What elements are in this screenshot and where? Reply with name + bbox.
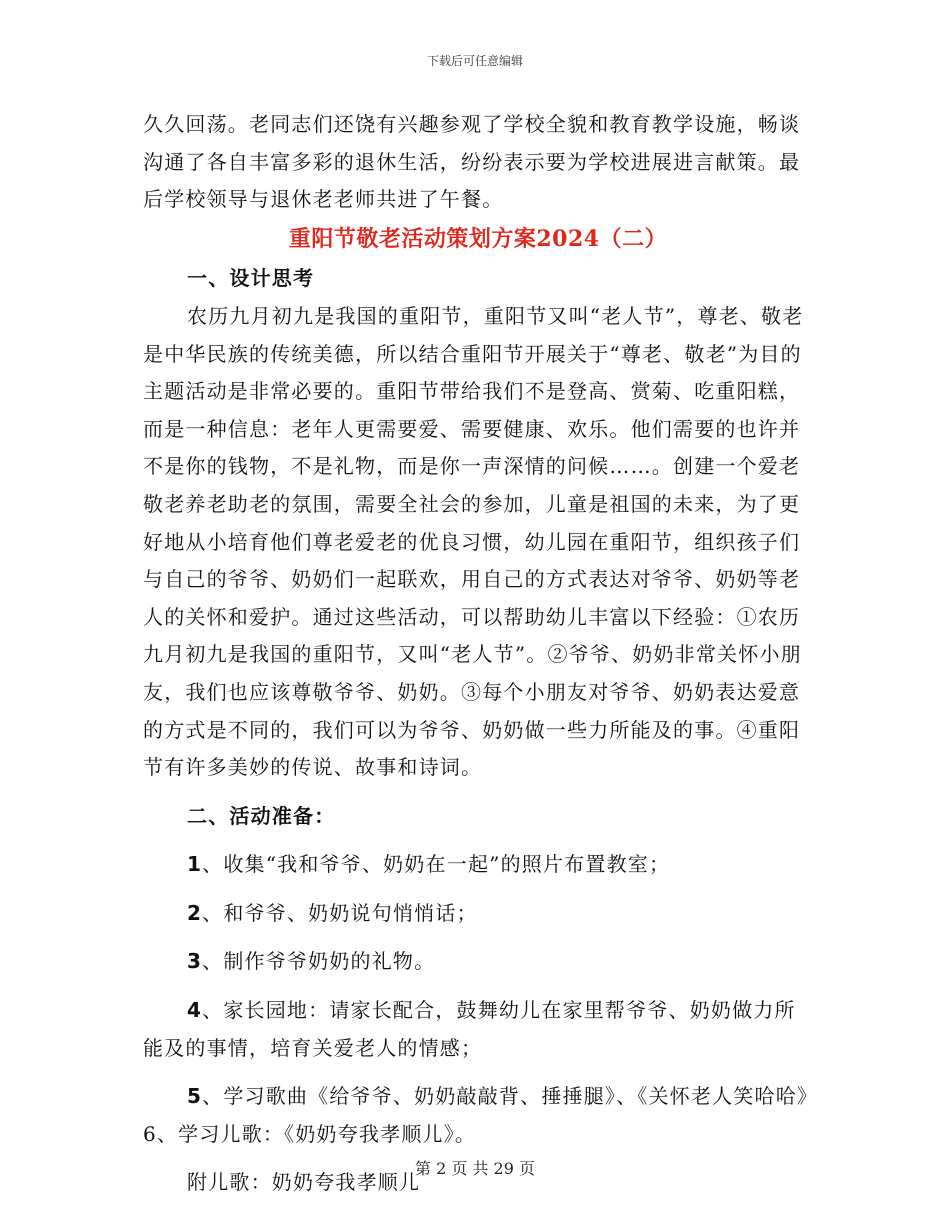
document-body (143, 106, 813, 1202)
list-item-text: 、学习歌曲《给爷爷、奶奶敲敲背、捶捶腿》、《关怀老人笑哈哈》6、学习儿歌：《奶奶夸我孝顺儿》。 (143, 1084, 809, 1146)
section-heading-preparation: 二、活动准备： (187, 803, 336, 828)
list-item-text: 、家长园地：请家长配合，鼓舞幼儿在家里帮爷爷、奶奶做力所能及的事情，培育关爱老人的情感； (143, 998, 796, 1060)
list-item-text: 、和爷爷、奶奶说句悄悄话； (202, 900, 478, 925)
document-title: 重阳节敬老活动策划方案2024（二） (288, 225, 668, 252)
appendix-line: 附儿歌：奶奶夸我孝顺儿 (187, 1170, 421, 1195)
list-item-number: 2 (187, 900, 203, 925)
list-item (143, 846, 813, 884)
list-item-number: 3 (187, 949, 203, 974)
list-item (143, 1078, 813, 1153)
list-item (143, 943, 813, 981)
intro-paragraph: 久久回荡。老同志们还饶有兴趣参观了学校全貌和教育教学设施，畅谈沟通了各自丰富多彩的退休生活，纷纷表示要为学校进展进言献策。最后学校领导与退休老老师共进了午餐。 (143, 112, 801, 212)
page-header: 下载后可任意编辑 (426, 54, 523, 68)
list-item-number: 4 (187, 998, 203, 1023)
design-paragraph: 农历九月初九是我国的重阳节，重阳节又叫“老人节”，尊老、敬老是中华民族的传统美德，所以结合重阳节开展关于“尊老、敬老”为目的主题活动是非常必要的。重阳节带给我们不是登高、赏菊、吃重阳糕，而是一种信息：老年人更需要爱、需要健康、欢乐。他们需要的也许并不是你的钱物，不是礼物，而是你一声深情的问候……。创建一个爱老敬老养老助老的氛围，需要全社会的参加，儿童是祖国的未来，为了更好地从小培育他们尊老爱老的优良习惯，幼儿园在重阳节，组织孩子们与自己的爷爷、奶奶们一起联欢，用自己的方式表达对爷爷、奶奶等老人的关怀和爱护。通过这些活动，可以帮助幼儿丰富以下经验：①农历九月初九是我国的重阳节，又叫“老人节”。②爷爷、奶奶非常关怀小朋友，我们也应该尊敬爷爷、奶奶。③每个小朋友对爷爷、奶奶表达爱意的方式是不同的，我们可以为爷爷、奶奶做一些力所能及的事。④重阳节有许多美妙的传说、故事和诗词。 (143, 303, 804, 780)
list-item-text: 、收集“我和爷爷、奶奶在一起”的照片布置教室； (202, 852, 671, 877)
section-heading-design: 一、设计思考 (187, 266, 315, 291)
list-item-text: 、制作爷爷奶奶的礼物。 (202, 949, 436, 974)
page-number: 第 2 页 共 29 页 (415, 1159, 535, 1178)
list-item-number: 1 (187, 852, 203, 877)
list-item (143, 895, 813, 933)
list-item (143, 992, 813, 1067)
list-item-number: 5 (187, 1084, 203, 1109)
